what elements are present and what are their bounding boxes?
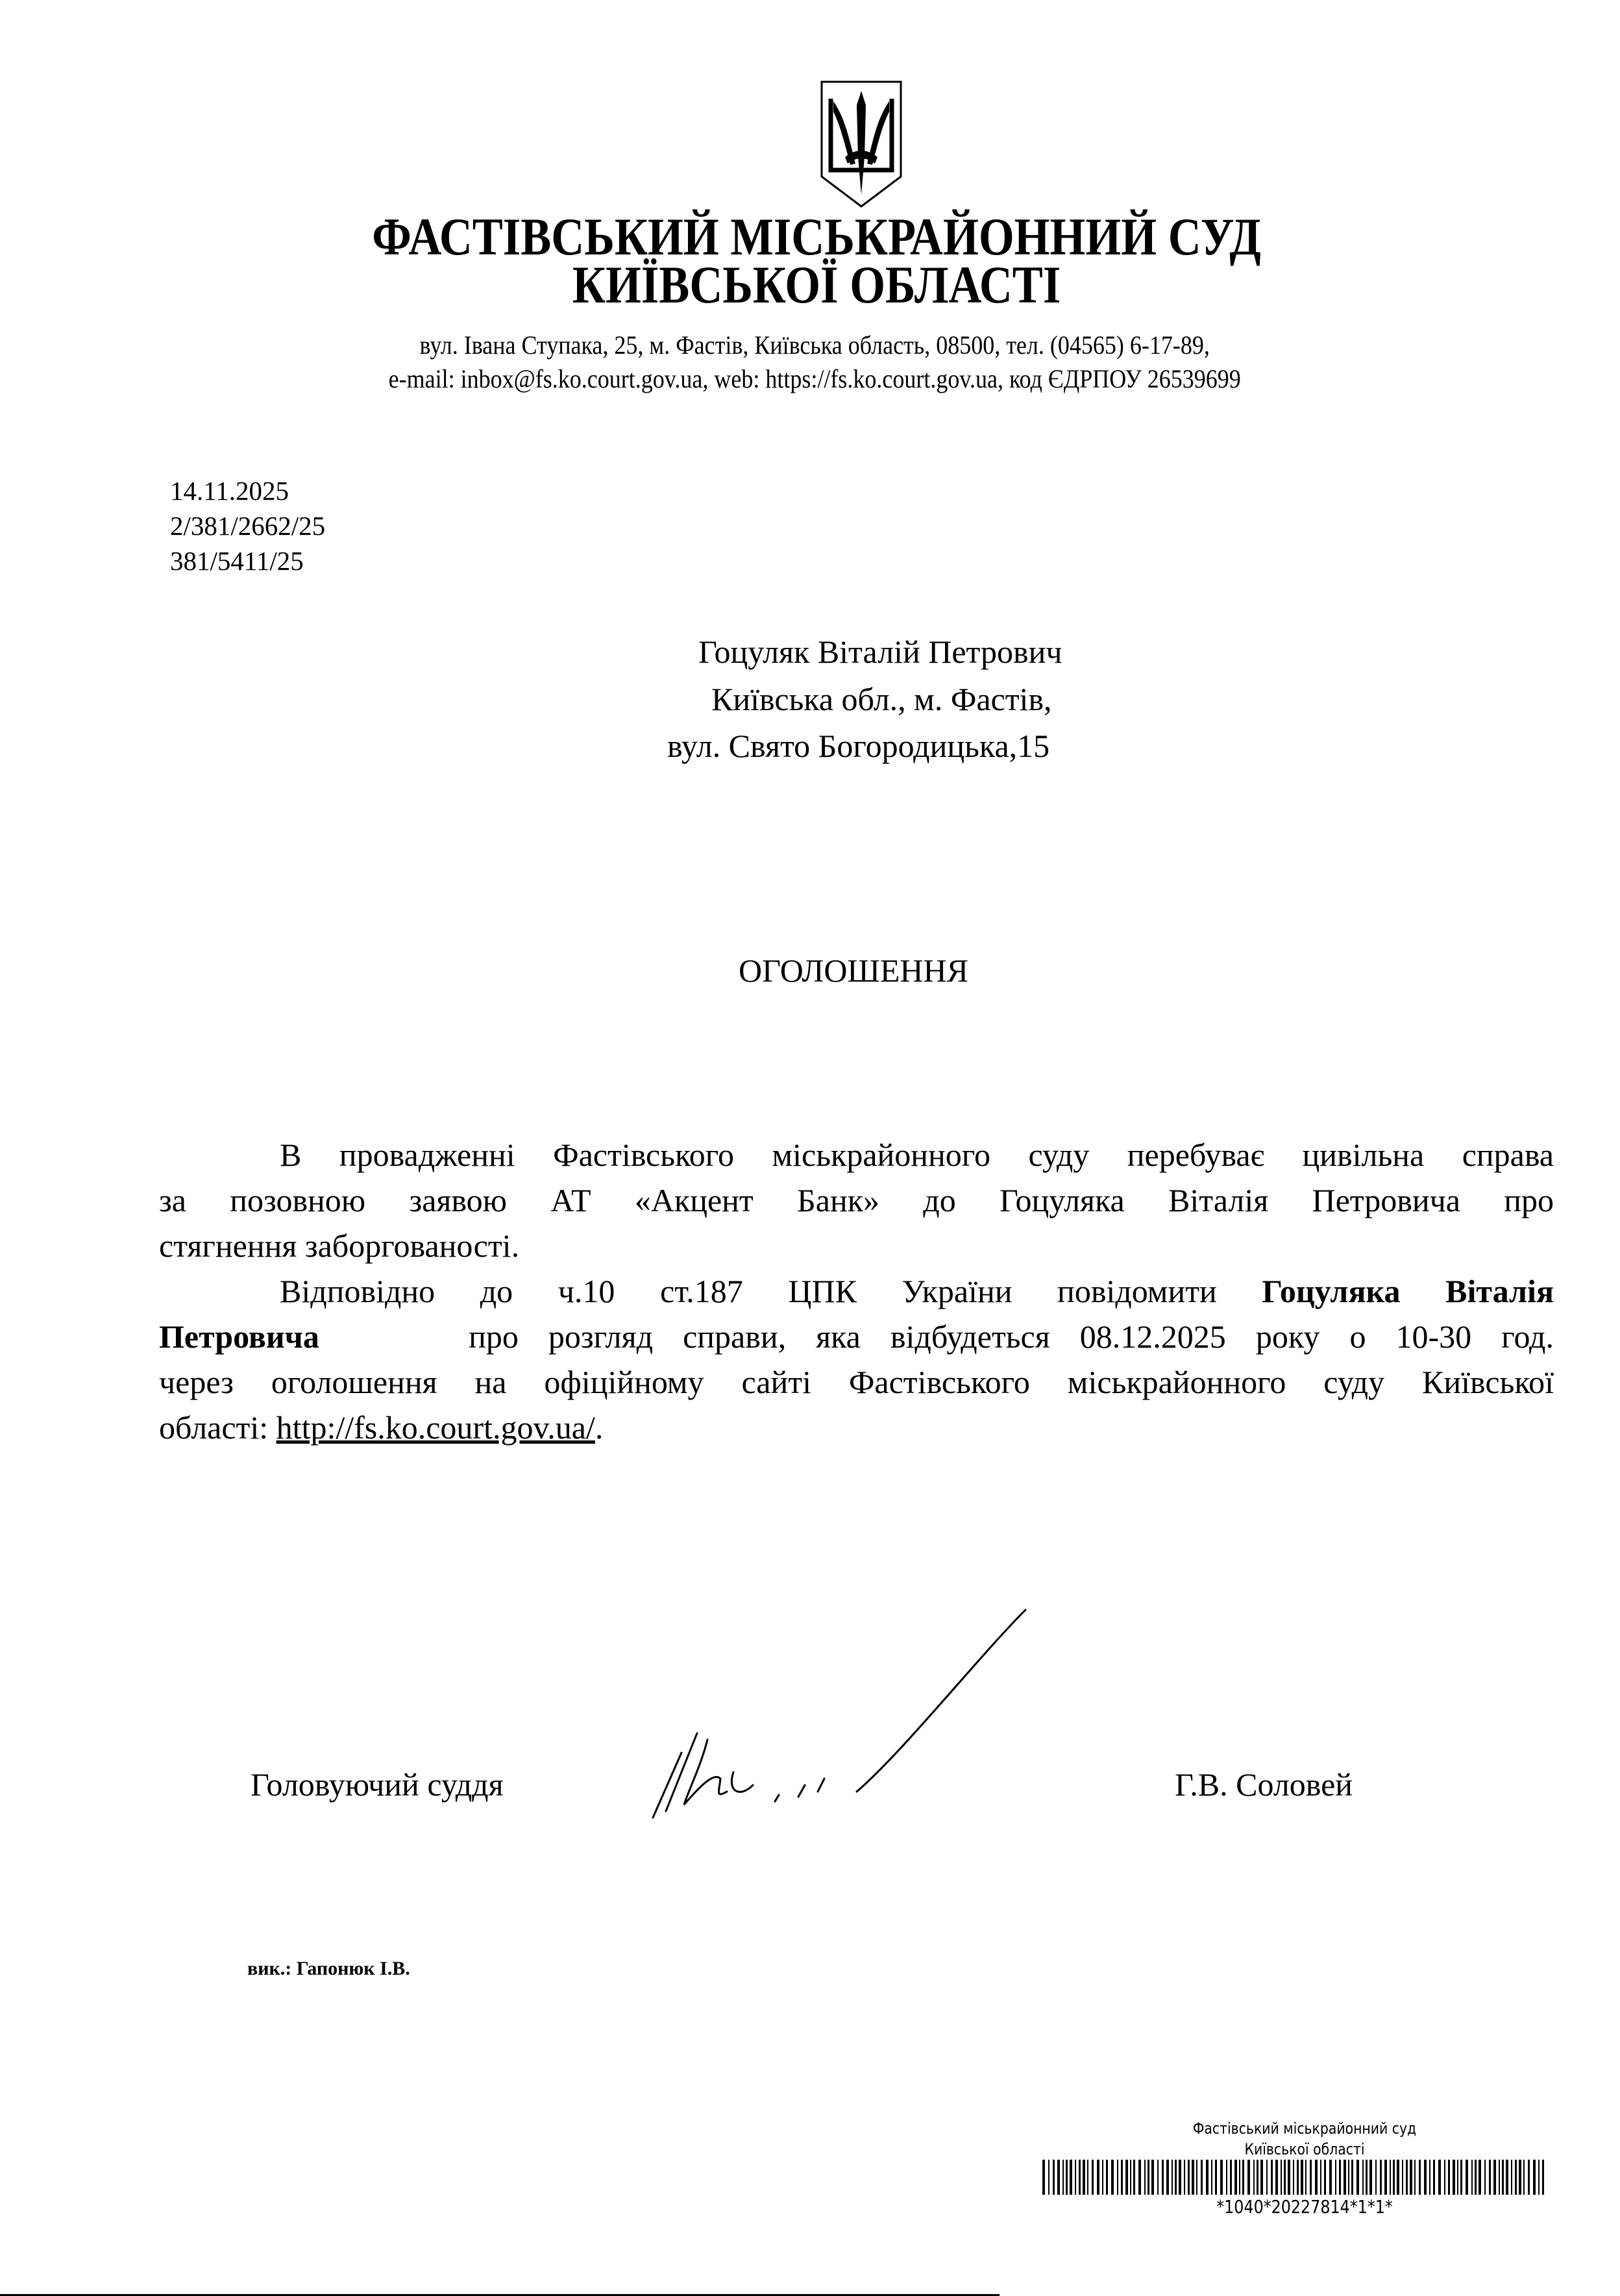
barcode-bar [1083, 2160, 1085, 2195]
barcode-bar [1042, 2160, 1045, 2195]
barcode-bar [1130, 2160, 1131, 2195]
barcode-icon [1042, 2160, 1549, 2195]
barcode-bar [1506, 2160, 1508, 2195]
barcode-bar [1466, 2160, 1468, 2195]
barcode-bar [1366, 2160, 1368, 2195]
court-name-line1: ФАСТІВСЬКИЙ МІСЬКРАЙОННИЙ СУД [372, 207, 1261, 266]
body-text: . [595, 1409, 604, 1446]
recipient-name: Гоцуляк Віталій Петрович [698, 634, 1062, 670]
barcode-bar [1393, 2160, 1395, 2195]
barcode-bar [1511, 2160, 1512, 2195]
barcode-bar [1234, 2160, 1237, 2195]
barcode-bar [1175, 2160, 1177, 2195]
barcode-bar [1515, 2160, 1517, 2195]
barcode-bar [1230, 2160, 1232, 2195]
barcode-bar [1305, 2160, 1307, 2195]
barcode-bar [1087, 2160, 1088, 2195]
barcode-bar [1475, 2160, 1477, 2195]
barcode-bar [1138, 2160, 1141, 2195]
announcement-heading: ОГОЛОШЕННЯ [739, 952, 968, 989]
barcode-bar [1226, 2160, 1227, 2195]
barcode-number: *1040*20227814*1*1* [1216, 2196, 1393, 2217]
barcode-bar [1493, 2160, 1496, 2195]
barcode-bar [1479, 2160, 1481, 2195]
barcode-bar [1335, 2160, 1336, 2195]
court-name-line2: КИЇВСЬКОЇ ОБЛАСТІ [572, 255, 1061, 314]
barcode-bar [1048, 2160, 1049, 2195]
barcode-bar [1062, 2160, 1064, 2195]
barcode-org-line1: Фастівський міськрайонний суд [1192, 2119, 1417, 2138]
barcode-bar [1523, 2160, 1525, 2195]
barcode-bar [1247, 2160, 1250, 2195]
barcode-bar [1397, 2160, 1399, 2195]
handwritten-signature [643, 1603, 1032, 1837]
barcode-bar [1275, 2160, 1278, 2195]
body-line: за позовною заявою АТ «Акцент Банк» до Гоцуляка Віталія Петровича про [159, 1182, 1554, 1218]
barcode-bar [1419, 2160, 1421, 2195]
barcode-bar [1257, 2160, 1258, 2195]
barcode-bar [1097, 2160, 1099, 2195]
barcode-bar [1542, 2160, 1544, 2195]
barcode-bar [1489, 2160, 1491, 2195]
barcode-bar [1380, 2160, 1382, 2195]
barcode-bar [1066, 2160, 1068, 2195]
barcode-bar [1471, 2160, 1473, 2195]
barcode-bar [1453, 2160, 1455, 2195]
body-line: через оголошення на офіційному сайті Фастівського міськрайонного суду Київської [159, 1364, 1554, 1400]
executor: вик.: Гапонюк І.В. [247, 1958, 410, 1979]
barcode-bar [1242, 2160, 1244, 2195]
barcode-bar [1502, 2160, 1504, 2195]
barcode-bar [1438, 2160, 1441, 2195]
barcode-bar [1266, 2160, 1268, 2195]
body-text: Відповідно до ч.10 ст.187 ЦПК України повідомити [280, 1273, 1217, 1309]
barcode-bar [1356, 2160, 1359, 2195]
barcode-bar [1121, 2160, 1123, 2195]
coat-of-arms-icon [819, 79, 903, 209]
barcode-bar [1260, 2160, 1263, 2195]
barcode-bar [1402, 2160, 1403, 2195]
barcode-bar [1429, 2160, 1430, 2195]
barcode-bar [1148, 2160, 1149, 2195]
barcode-bar [1151, 2160, 1154, 2195]
barcode-bar [1390, 2160, 1391, 2195]
barcode-bar [1111, 2160, 1114, 2195]
barcode-bar [1201, 2160, 1203, 2195]
case-number: 381/5411/25 [170, 546, 304, 576]
barcode-bar [1375, 2160, 1377, 2195]
barcode-bar [1106, 2160, 1108, 2195]
barcode-bar [1369, 2160, 1372, 2195]
barcode-bar [1284, 2160, 1286, 2195]
barcode-org-line2: Київської області [1244, 2140, 1365, 2158]
signer-name: Г.В. Соловей [1175, 1766, 1353, 1803]
body-line: В провадженні Фастівського міськрайонного суду перебуває цивільна справа [280, 1137, 1554, 1173]
barcode-bar [1102, 2160, 1103, 2195]
barcode-bar [1533, 2160, 1536, 2195]
barcode-bar [1538, 2160, 1540, 2195]
barcode-bar [1117, 2160, 1118, 2195]
barcode-bar [1166, 2160, 1169, 2195]
barcode-bar [1457, 2160, 1458, 2195]
court-website-link[interactable]: http://fs.ko.court.gov.ua/ [276, 1409, 595, 1446]
body-text: області: [159, 1409, 276, 1446]
barcode-bar [1406, 2160, 1408, 2195]
barcode-bar [1211, 2160, 1212, 2195]
body-line [159, 1409, 1554, 1446]
barcode-bar [1196, 2160, 1197, 2195]
body-line: стягнення заборгованості. [159, 1228, 520, 1264]
barcode-bar [1444, 2160, 1445, 2195]
barcode-bar [1188, 2160, 1190, 2195]
barcode-bar [1215, 2160, 1217, 2195]
barcode-bar [1310, 2160, 1312, 2195]
barcode-bar [1179, 2160, 1181, 2195]
barcode-bar [1075, 2160, 1076, 2195]
outgoing-number: 2/381/2662/25 [170, 511, 326, 541]
barcode-bar [1384, 2160, 1387, 2195]
court-contacts: e-mail: inbox@fs.ko.court.gov.ua, web: https://fs.ko.court.gov.ua, код ЄДРПОУ 26539699 [388, 364, 1241, 393]
barcode-bar [1293, 2160, 1294, 2195]
body-text: про розгляд справи, яка відбудеться 08.12.2025 року о 10-30 год. [469, 1318, 1554, 1355]
barcode-bar [1301, 2160, 1303, 2195]
recipient-address-line1: Київська обл., м. Фастів, [711, 681, 1052, 717]
defendant-name-bold: Гоцуляка Віталія [1262, 1273, 1554, 1309]
barcode-bar [1070, 2160, 1072, 2195]
letter-date: 14.11.2025 [170, 476, 289, 506]
signer-role: Головуючий суддя [251, 1766, 504, 1803]
barcode-bar [1157, 2160, 1159, 2195]
barcode-bar [1499, 2160, 1500, 2195]
barcode-bar [1079, 2160, 1081, 2195]
barcode-bar [1362, 2160, 1364, 2195]
barcode-bar [1057, 2160, 1060, 2195]
barcode-bar [1192, 2160, 1194, 2195]
barcode-bar [1297, 2160, 1299, 2195]
barcode-bar [1271, 2160, 1273, 2195]
barcode-bar [1220, 2160, 1223, 2195]
defendant-name-bold: Петровича [159, 1318, 319, 1355]
barcode-bar [1424, 2160, 1427, 2195]
barcode-bar [1433, 2160, 1435, 2195]
barcode-bar [1206, 2160, 1209, 2195]
barcode-bar [1448, 2160, 1450, 2195]
barcode-bar [1344, 2160, 1346, 2195]
barcode-bar [1460, 2160, 1462, 2195]
barcode-bar [1320, 2160, 1321, 2195]
barcode-bar [1125, 2160, 1128, 2195]
barcode-bar [1484, 2160, 1486, 2195]
barcode-bar [1162, 2160, 1164, 2195]
barcode-bar [1053, 2160, 1055, 2195]
barcode-bar [1315, 2160, 1318, 2195]
barcode-bar [1410, 2160, 1412, 2195]
barcode-bar [1528, 2160, 1530, 2195]
body-line [159, 1318, 1554, 1355]
recipient-address-line2: вул. Свято Богородицька,15 [667, 728, 1050, 764]
body-line [280, 1272, 1554, 1310]
barcode-bar [1092, 2160, 1094, 2195]
barcode-bar [1281, 2160, 1282, 2195]
barcode-bar [1172, 2160, 1173, 2195]
barcode-bar [1288, 2160, 1290, 2195]
barcode-bar [1351, 2160, 1353, 2195]
barcode-bar [1519, 2160, 1521, 2195]
barcode-bar [1414, 2160, 1416, 2195]
barcode-bar [1184, 2160, 1185, 2195]
barcode-bar [1253, 2160, 1255, 2195]
barcode-bar [1348, 2160, 1349, 2195]
barcode-bar [1144, 2160, 1146, 2195]
barcode-bar [1329, 2160, 1332, 2195]
court-address: вул. Івана Ступака, 25, м. Фастів, Київська область, 08500, тел. (04565) 6-17-89, [419, 330, 1210, 360]
barcode-bar [1339, 2160, 1341, 2195]
barcode-bar [1239, 2160, 1240, 2195]
barcode-bar [1133, 2160, 1135, 2195]
barcode-bar [1324, 2160, 1326, 2195]
